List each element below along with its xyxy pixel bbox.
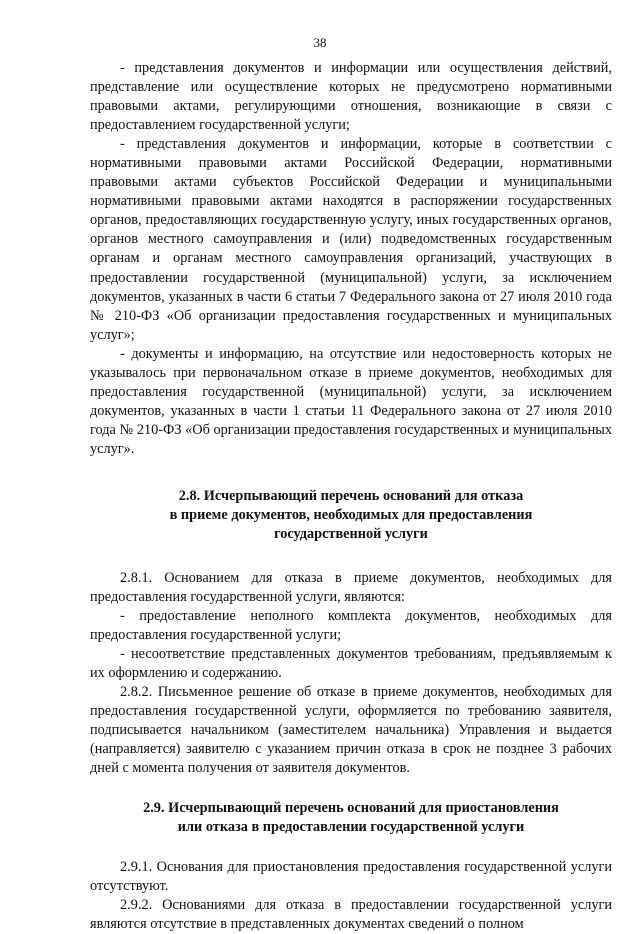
paragraph: - предоставление неполного комплекта документов, необходимых для предоставления государственной услуги; — [90, 608, 612, 644]
heading-line: 2.8. Исчерпывающий перечень оснований для отказа — [178, 487, 524, 504]
paragraph: 2.9.1. Основания для приостановления предоставления государственной услуги отсутствуют. — [90, 858, 612, 894]
page-number: 38 — [313, 35, 327, 50]
document-body — [90, 59, 612, 934]
section-heading-2-8 — [90, 487, 612, 544]
heading-line: государственной услуги — [274, 525, 428, 542]
paragraph: 2.8.2. Письменное решение об отказе в приеме документов, необходимых для предоставления государственной услуги, оформляется по требованию заявителя, подписывается начальником (заместителем начальника) Управления и выдается (направляется) заявителю с указанием причин отказа в срок не позднее 3 рабочих дней с момента получения от заявителя документов. — [90, 684, 612, 777]
heading-line: 2.9. Исчерпывающий перечень оснований для приостановления — [143, 799, 559, 816]
section-heading-2-9 — [90, 799, 612, 837]
heading-line: в приеме документов, необходимых для предоставления — [169, 506, 533, 523]
heading-line: или отказа в предоставлении государственной услуги — [177, 818, 525, 835]
paragraph: - представления документов и информации или осуществления действий, представление или осуществление которых не предусмотрено нормативными правовыми актами, регулирующими отношения, возникающие в связи с предоставлением государственной услуги; — [90, 60, 612, 134]
paragraph: - представления документов и информации, которые в соответствии с нормативными правовыми актами Российской Федерации, нормативными правовыми актами субъектов Российской Федерации и муниципальными нормативными правовыми актами находятся в распоряжении государственных органов, предоставляющих государственную услугу, иных государственных органов, органов местного самоуправления и (или) подведомственных государственным органам и органам местного самоуправления организаций, участвующих в предоставлении государственной (муниципальной) услуги, за исключением документов, указанных в части 6 статьи 7 Федерального закона от 27 июля 2010 года № 210-ФЗ «Об организации предоставления государственных и муниципальных услуг»; — [90, 136, 612, 343]
paragraph: - документы и информацию, на отсутствие или недостоверность которых не указывалось при первоначальном отказе в приеме документов, необходимых для предоставления государственной (муниципальной) услуги, за исключением документов, указанных в части 1 статьи 11 Федерального закона от 27 июля 2010 года № 210-ФЗ «Об организации предоставления государственных и муниципальных услуг». — [90, 345, 612, 457]
paragraph: 2.9.2. Основаниями для отказа в предоставлении государственной услуги являются отсутствие в представленных документах сведений о полном — [90, 896, 612, 932]
paragraph: - несоответствие представленных документов требованиям, предъявляемым к их оформлению и содержанию. — [90, 646, 612, 682]
paragraph: 2.8.1. Основанием для отказа в приеме документов, необходимых для предоставления государственной услуги, являются: — [90, 569, 612, 606]
